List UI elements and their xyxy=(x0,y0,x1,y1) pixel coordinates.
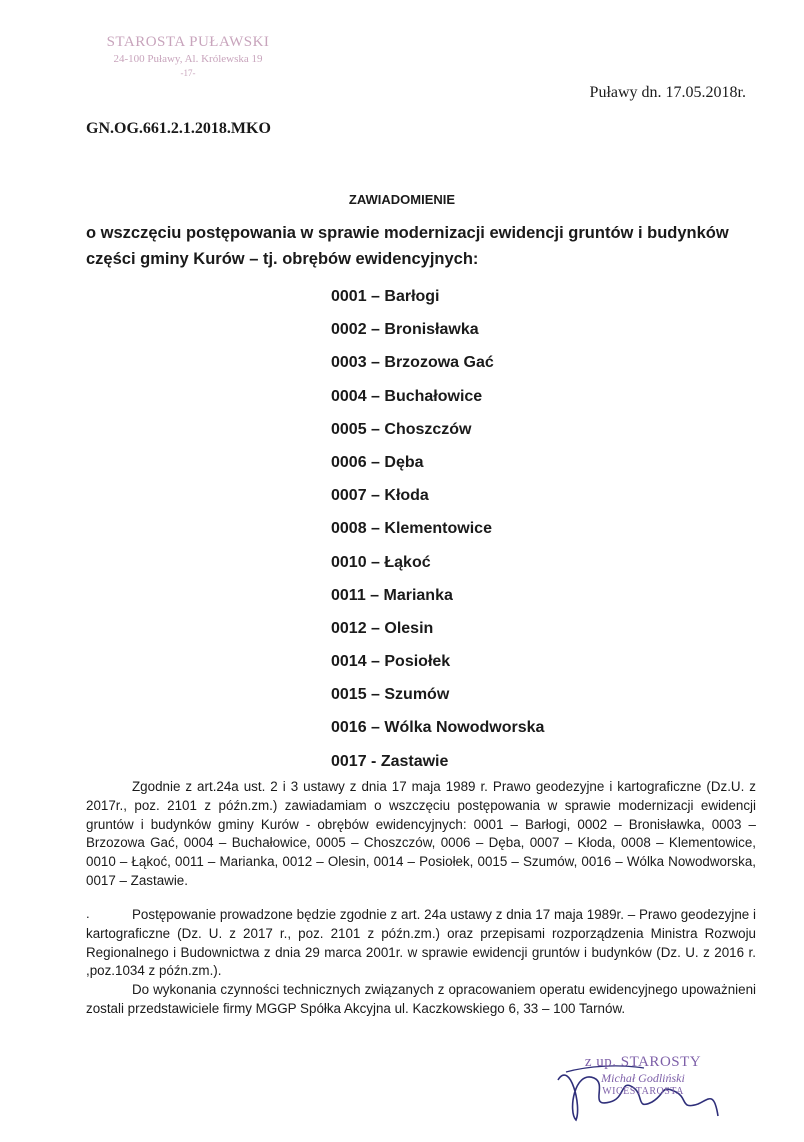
precinct-item: 0014 – Posiołek xyxy=(331,653,451,671)
precinct-item: 0006 – Dęba xyxy=(331,453,424,471)
office-stamp-name: STAROSTA PUŁAWSKI xyxy=(106,34,270,50)
paragraph-legal-basis xyxy=(86,778,756,891)
paragraph-text: Do wykonania czynności technicznych związanych z opracowaniem operatu ewidencyjnego upoważnieni zostali przedstawiciele firmy MGGP Spółka Akcyjna ul. Kaczkowskiego 6, 33 – 100 Tarnów. xyxy=(86,982,756,1016)
precinct-item: 0015 – Szumów xyxy=(331,686,450,704)
precinct-item: 0012 – Olesin xyxy=(331,619,434,637)
precinct-item: 0002 – Bronisławka xyxy=(331,321,479,339)
signature-stamp-title: WICESTAROSTA xyxy=(602,1086,684,1097)
document-title: ZAWIADOMIENIE xyxy=(348,192,456,207)
precinct-item: 0005 – Choszczów xyxy=(331,420,472,438)
office-stamp-address: 24-100 Puławy, Al. Królewska 19 xyxy=(113,53,263,66)
document-subject: o wszczęciu postępowania w sprawie modernizacji ewidencji gruntów i budynków części gminy Kurów – tj. obrębów ewidencyjnych: xyxy=(86,224,729,268)
signature-stamp-name: Michał Godliński xyxy=(601,1071,685,1085)
office-stamp xyxy=(88,32,288,79)
precinct-item: 0008 – Klementowice xyxy=(331,520,492,538)
precinct-item: 0007 – Kłoda xyxy=(331,487,429,505)
stray-mark: . xyxy=(86,906,90,921)
paragraph-text: Postępowanie prowadzone będzie zgodnie z art. 24a ustawy z dnia 17 maja 1989r. – Prawo geodezyjne i kartograficzne (Dz. U. z 2017 r., poz. 2101 z późn.zm.) oraz przepisami rozporządzenia Ministra Rozwoju Regionalnego i Budownictwa z dnia 29 marca 2001r. w sprawie ewidencji gruntów i budynków (Dz. U. z 2016 r. ,poz.1034 z późn.zm.). xyxy=(86,907,756,979)
precinct-item: 0016 – Wólka Nowodworska xyxy=(331,719,545,737)
paragraph-procedure xyxy=(86,906,756,981)
office-stamp-number: -17- xyxy=(180,68,196,79)
precinct-item: 0001 – Barłogi xyxy=(331,288,440,305)
paragraph-text: Zgodnie z art.24a ust. 2 i 3 ustawy z dnia 17 maja 1989 r. Prawo geodezyjne i kartograficzne (Dz.U. z 2017r., poz. 2101 z późn.zm.) zawiadamiam o wszczęciu postępowania w sprawie modernizacji ewidencji gruntów i budynków gminy Kurów - obrębów ewidencyjnych: 0001 – Barłogi, 0002 – Bronisławka, 0003 – Brzozowa Gać, 0004 – Buchałowice, 0005 – Choszczów, 0006 – Dęba, 0007 – Kłoda, 0008 – Klementowice, 0010 – Łąkoć, 0011 – Marianka, 0012 – Olesin, 0014 – Posiołek, 0015 – Szumów, 0016 – Wólka Nowodworska, 0017 – Zastawie. xyxy=(86,779,756,888)
reference-number: GN.OG.661.2.1.2018.MKO xyxy=(86,120,271,137)
place-date: Puławy dn. 17.05.2018r. xyxy=(589,84,746,101)
signature-stamp-authority: z up. STAROSTY xyxy=(584,1054,702,1070)
precinct-item: 0017 - Zastawie xyxy=(331,752,449,770)
precinct-item: 0004 – Buchałowice xyxy=(331,387,483,405)
precinct-list xyxy=(331,280,544,778)
paragraph-contractor xyxy=(86,981,756,1019)
precinct-item: 0003 – Brzozowa Gać xyxy=(331,354,494,372)
precinct-item: 0011 – Marianka xyxy=(331,586,453,604)
precinct-item: 0010 – Łąkoć xyxy=(331,553,431,571)
signature-stamp xyxy=(568,1054,718,1097)
